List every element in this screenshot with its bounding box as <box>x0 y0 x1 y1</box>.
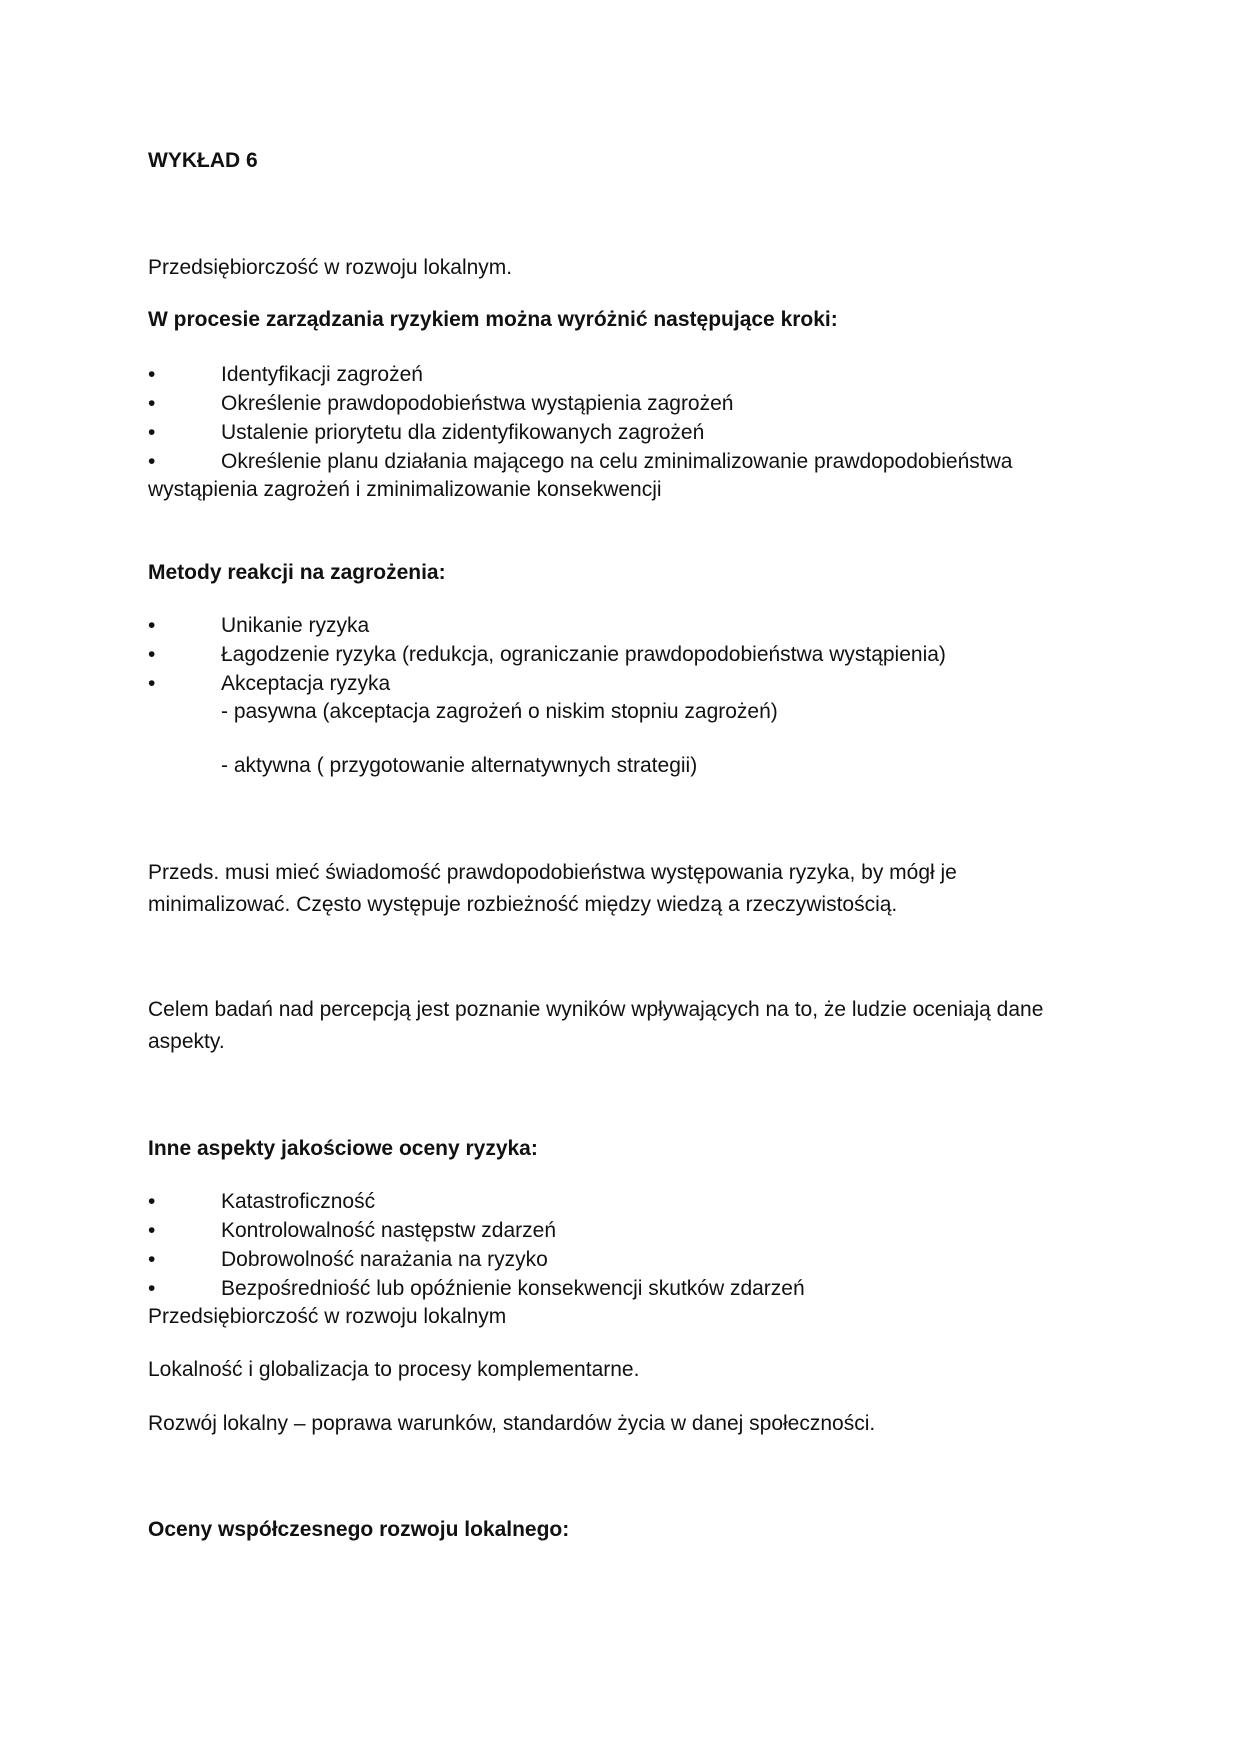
list-item-text: Katastroficzność <box>221 1190 376 1213</box>
sub-item-passive: - pasywna (akceptacja zagrożeń o niskim stopniu zagrożeń) <box>221 700 778 723</box>
list-item-text: Ustalenie priorytetu dla zidentyfikowanych zagrożeń <box>221 421 705 444</box>
list-item-continuation: wystąpienia zagrożeń i zminimalizowanie konsekwencji <box>148 478 662 501</box>
list-item-text: Określenie prawdopodobieństwa wystąpienia zagrożeń <box>221 392 734 415</box>
paragraph-line: minimalizować. Często występuje rozbieżność między wiedzą a rzeczywistością. <box>148 893 898 916</box>
bullet-icon: • <box>148 614 156 637</box>
risk-steps-title: W procesie zarządzania ryzykiem można wyróżnić następujące kroki: <box>148 308 838 331</box>
paragraph-line: Celem badań nad percepcją jest poznanie wyników wpływających na to, że ludzie oceniają dane <box>148 998 1044 1021</box>
topic-line: Przedsiębiorczość w rozwoju lokalnym. <box>148 256 513 279</box>
bullet-icon: • <box>148 1277 156 1300</box>
list-item-text: Akceptacja ryzyka <box>221 672 391 695</box>
list-item-text: Identyfikacji zagrożeń <box>221 363 423 386</box>
list-item-text: Bezpośredniość lub opóźnienie konsekwencji skutków zdarzeń <box>221 1277 805 1300</box>
paragraph-line: Przeds. musi mieć świadomość prawdopodobieństwa występowania ryzyka, by mógł je <box>148 861 957 884</box>
lecture-heading: WYKŁAD 6 <box>148 149 258 172</box>
bullet-icon: • <box>148 672 156 695</box>
list-item-text: Unikanie ryzyka <box>221 614 370 637</box>
list-item-text: Dobrowolność narażania na ryzyko <box>221 1248 548 1271</box>
bullet-icon: • <box>148 392 156 415</box>
bullet-icon: • <box>148 1248 156 1271</box>
bullet-icon: • <box>148 450 156 473</box>
bullet-icon: • <box>148 421 156 444</box>
bullet-icon: • <box>148 363 156 386</box>
bullet-icon: • <box>148 643 156 666</box>
bullet-icon: • <box>148 1219 156 1242</box>
bullet-icon: • <box>148 1190 156 1213</box>
assessment-title: Oceny współczesnego rozwoju lokalnego: <box>148 1518 570 1541</box>
quality-aspects-title: Inne aspekty jakościowe oceny ryzyka: <box>148 1137 538 1160</box>
list-item-text: Kontrolowalność następstw zdarzeń <box>221 1219 557 1242</box>
list-item-text: Łagodzenie ryzyka (redukcja, ograniczanie prawdopodobieństwa wystąpienia) <box>221 643 946 666</box>
paragraph-line: aspekty. <box>148 1030 225 1053</box>
topic-repeat-line: Przedsiębiorczość w rozwoju lokalnym <box>148 1305 507 1328</box>
sub-item-active: - aktywna ( przygotowanie alternatywnych strategii) <box>221 754 698 777</box>
list-item-text: Określenie planu działania mającego na celu zminimalizowanie prawdopodobieństwa <box>221 450 1013 473</box>
paragraph-line: Lokalność i globalizacja to procesy komplementarne. <box>148 1358 640 1381</box>
paragraph-line: Rozwój lokalny – poprawa warunków, standardów życia w danej społeczności. <box>148 1412 876 1435</box>
methods-title: Metody reakcji na zagrożenia: <box>148 561 446 584</box>
